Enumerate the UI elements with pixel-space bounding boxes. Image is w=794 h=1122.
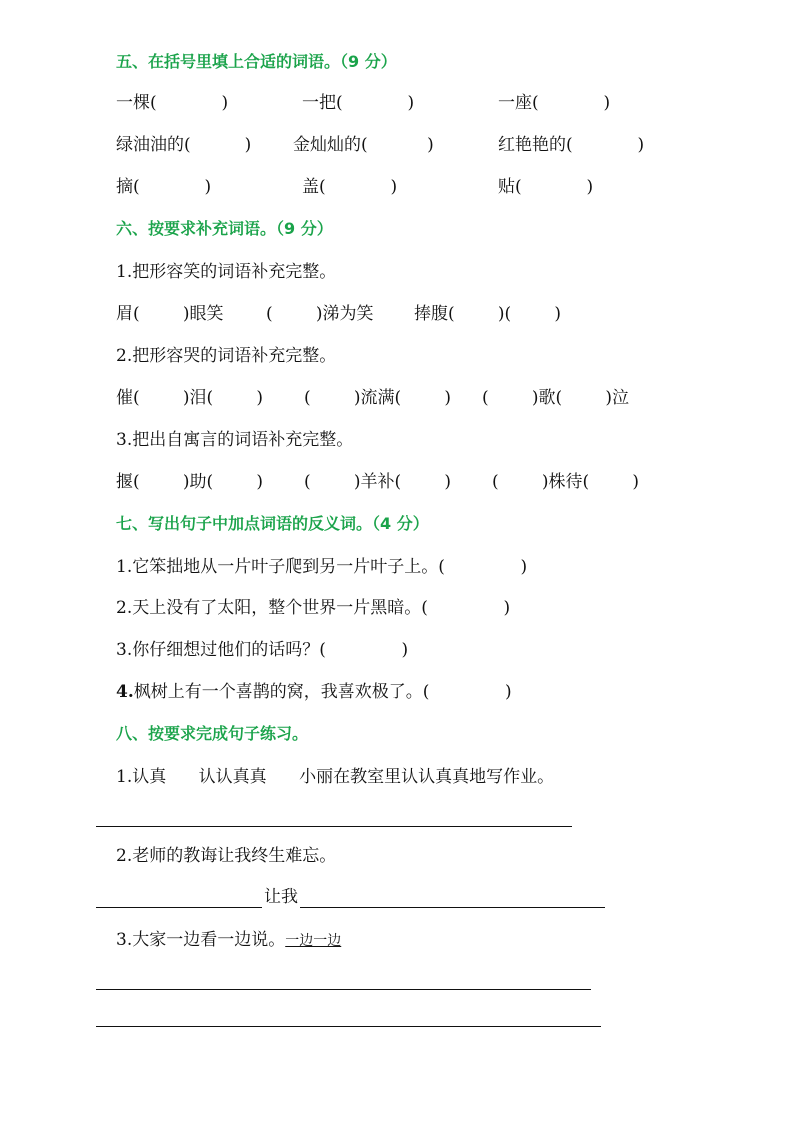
antonym-item: 1.它笨拙地从一片叶子爬到另一片叶子上。( ): [116, 557, 528, 577]
hint-word: 一边一边: [285, 933, 342, 949]
idiom-item: ( )歌( )泣: [482, 388, 629, 408]
fill-item: 贴( ): [498, 177, 594, 197]
section-8-title: 八、按要求完成句子练习。: [116, 724, 309, 743]
fill-item: 摘( ): [116, 177, 212, 197]
idiom-item: 揠( )助( ): [116, 472, 263, 492]
idiom-item: ( )株待( ): [492, 472, 639, 492]
fill-item: 盖( ): [302, 177, 398, 197]
antonym-item: 4.枫树上有一个喜鹊的窝，我喜欢极了。( ): [116, 682, 512, 702]
question-text: 3.大家一边看一边说。一边一边: [116, 930, 342, 950]
fill-item: 一把( ): [302, 93, 415, 113]
question-text: 2.老师的教诲让我终生难忘。: [116, 846, 337, 866]
answer-line: [96, 989, 591, 990]
antonym-item: 3.你仔细想过他们的话吗？( ): [116, 640, 409, 660]
section-6-title: 六、按要求补充词语。（9 分）: [116, 219, 333, 238]
fill-item: 红艳艳的( ): [498, 135, 645, 155]
idiom-item: ( )流满( ): [304, 388, 451, 408]
section-7-title: 七、写出句子中加点词语的反义词。（4 分）: [116, 514, 429, 533]
answer-line: [300, 907, 605, 908]
idiom-item: ( )涕为笑: [266, 304, 374, 324]
question-text: 2.把形容哭的词语补充完整。: [116, 346, 337, 366]
antonym-item: 2.天上没有了太阳，整个世界一片黑暗。( ): [116, 598, 511, 618]
fill-item: 绿油油的( ): [116, 135, 252, 155]
section-5-title: 五、在括号里填上合适的词语。（9 分）: [116, 52, 397, 71]
answer-line: [96, 826, 572, 827]
idiom-item: 捧腹( )( ): [414, 304, 561, 324]
idiom-item: 眉( )眼笑: [116, 304, 224, 324]
question-text: 3.把出自寓言的词语补充完整。: [116, 430, 354, 450]
fill-item: 一座( ): [498, 93, 611, 113]
sentence-connector: 让我: [264, 887, 298, 907]
fill-item: 一棵( ): [116, 93, 229, 113]
question-text: 1.把形容笑的词语补充完整。: [116, 262, 337, 282]
fill-item: 金灿灿的( ): [293, 135, 434, 155]
question-text: 1.认真 认认真真 小丽在教室里认认真真地写作业。: [116, 767, 555, 787]
idiom-item: ( )羊补( ): [304, 472, 451, 492]
idiom-item: 催( )泪( ): [116, 388, 263, 408]
answer-line: [96, 907, 262, 908]
answer-line: [96, 1026, 601, 1027]
